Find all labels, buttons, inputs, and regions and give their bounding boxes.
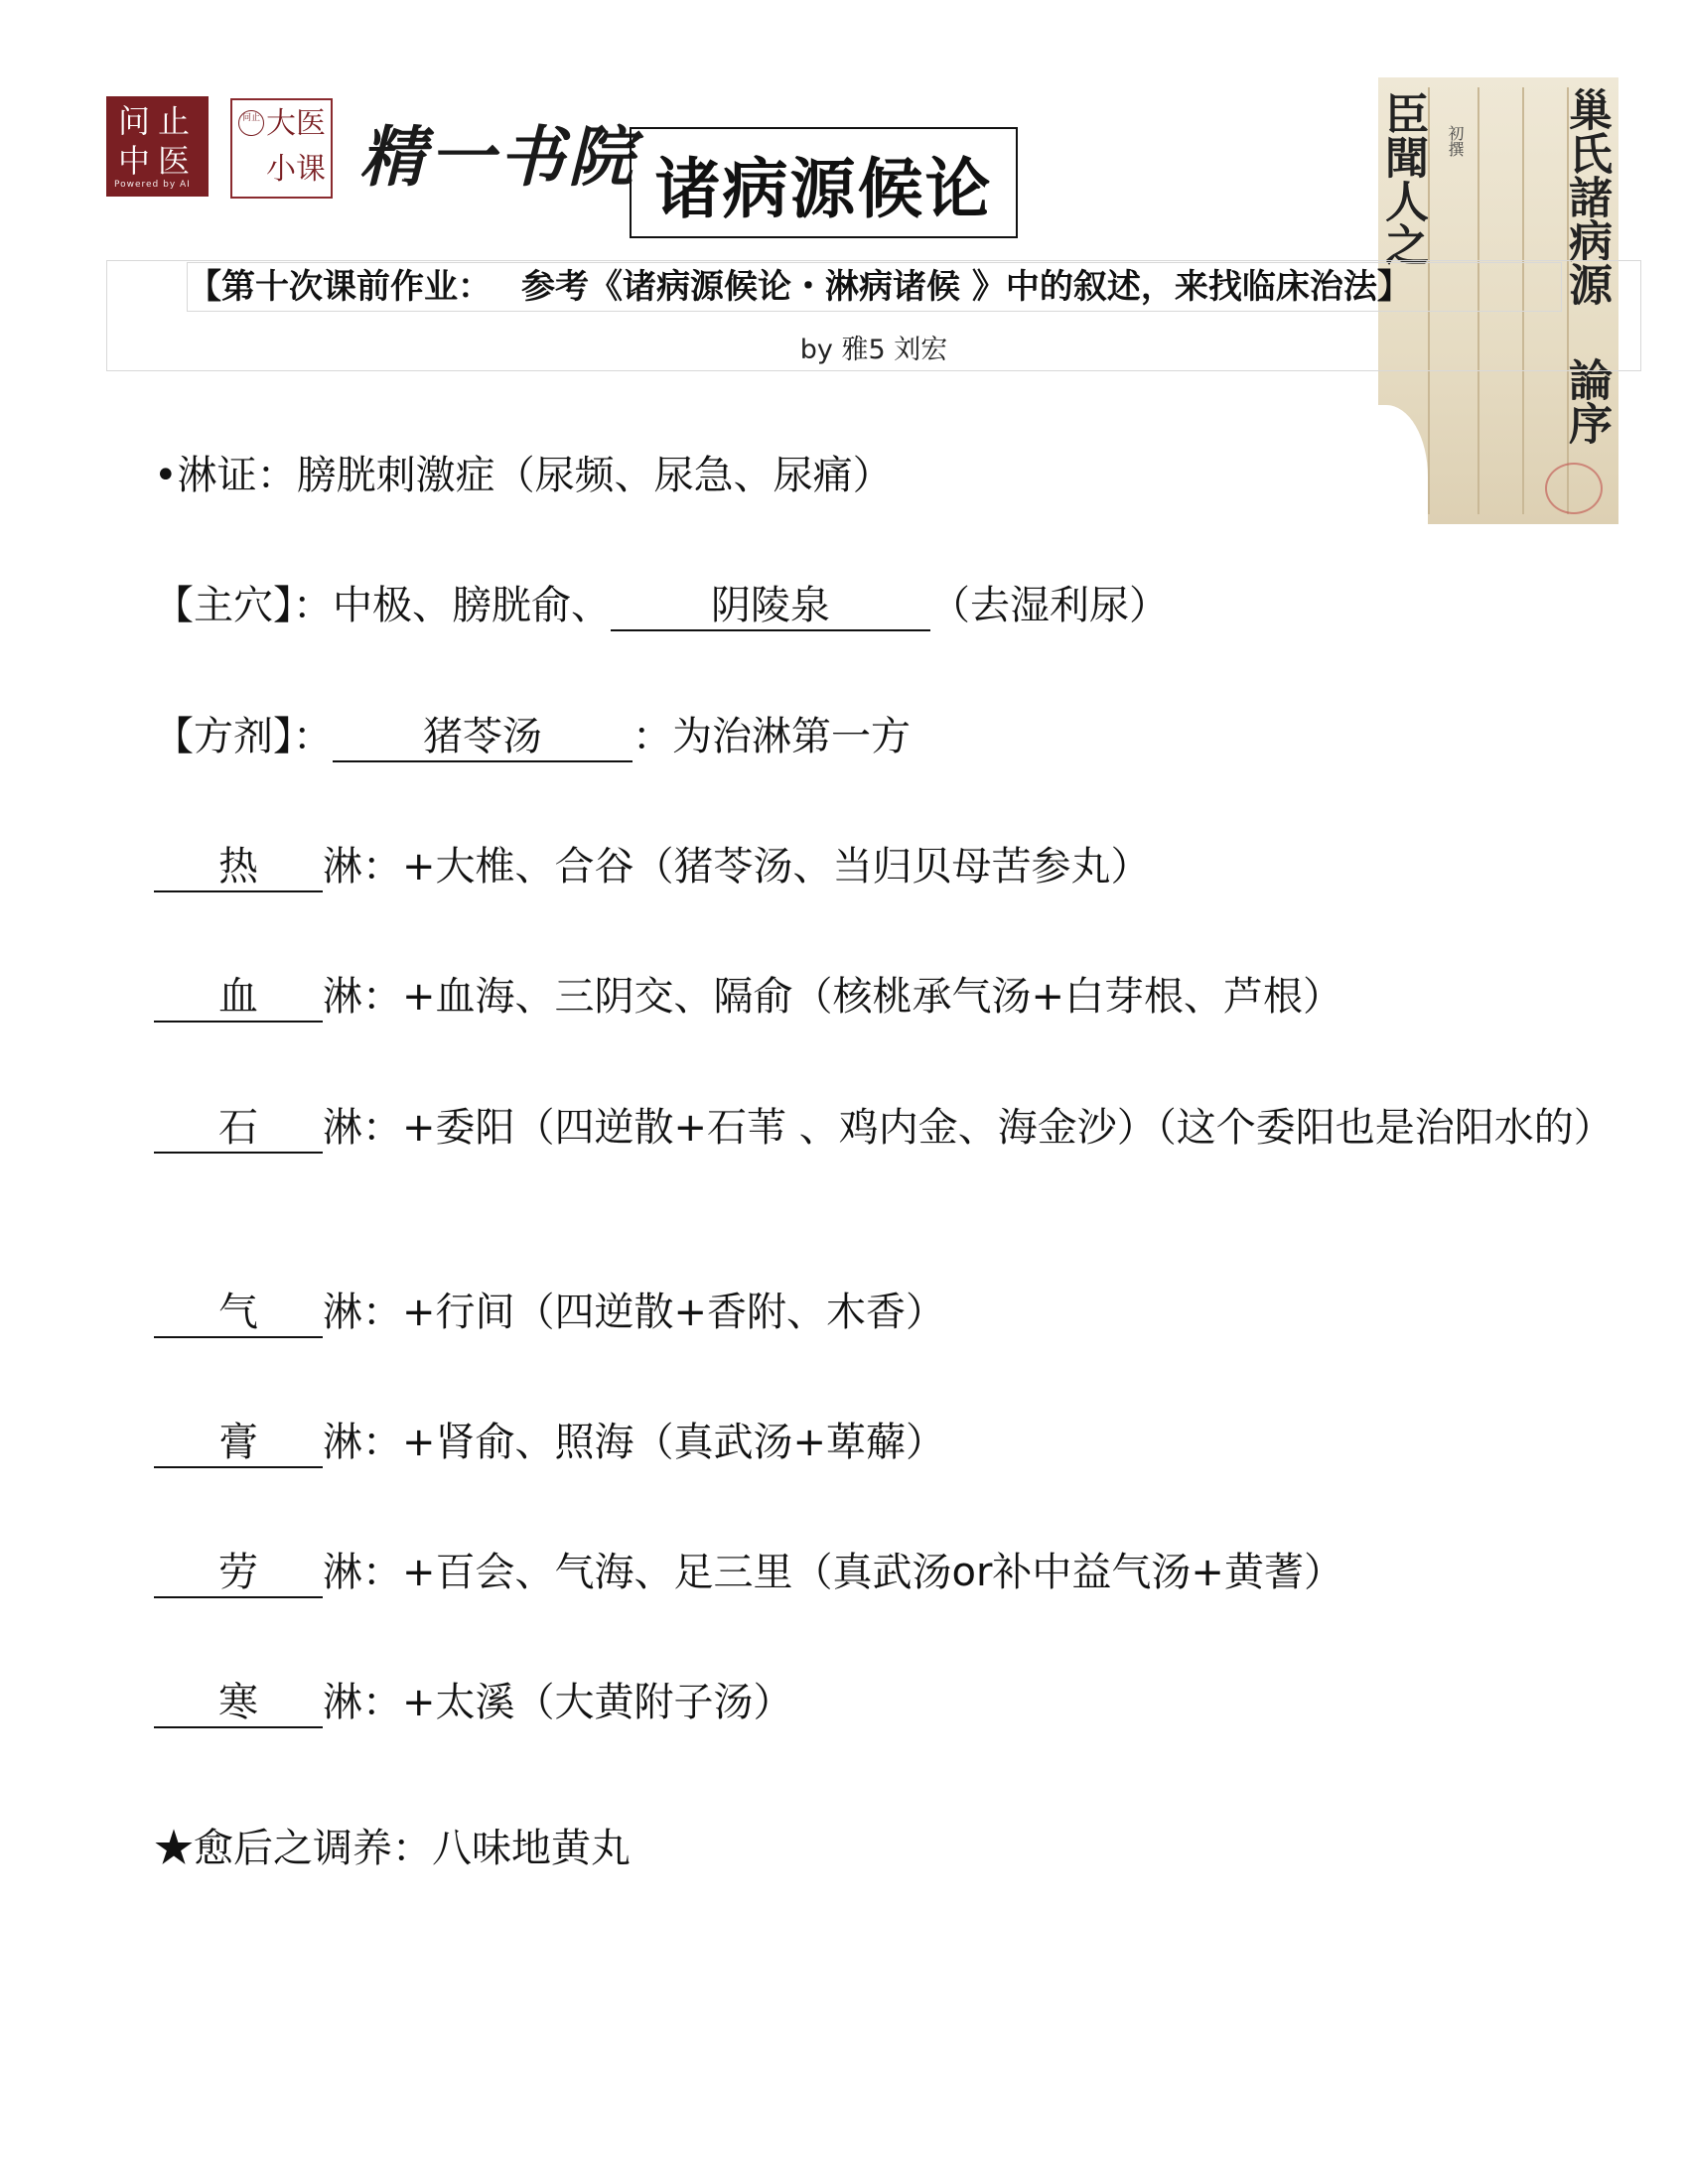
wenzhi-logo (106, 96, 209, 197)
lin-type-answer: 血 (154, 973, 323, 1023)
book-text: 初撰 (1446, 125, 1465, 157)
logo-text: 小课 (266, 152, 326, 187)
lin-type-text: 淋：+百会、气海、足三里（真武汤or补中益气汤+黄蓍） (323, 1550, 1343, 1595)
lin-type-text: 淋：+太溪（大黄附子汤） (323, 1680, 793, 1725)
logo-text: 大医 (266, 106, 326, 141)
book-text: 臣聞人之 (1377, 91, 1428, 266)
lin-type-item (154, 1678, 793, 1728)
lin-type-item (154, 842, 1151, 892)
lin-type-text: 淋：+行间（四逆散+香附、木香） (323, 1290, 946, 1335)
dayi-xiaoke-logo (230, 98, 333, 199)
author-byline: by 雅5 刘宏 (799, 335, 948, 365)
lin-type-item (154, 1418, 945, 1468)
logo-tagline: Powered by AI (114, 180, 191, 190)
intro-line: •淋证：膀胱刺激症（尿频、尿急、尿痛） (154, 453, 893, 498)
document-title: 诸病源候论 (654, 150, 993, 227)
formula-line (154, 712, 911, 762)
lin-type-item (154, 972, 1342, 1023)
lin-type-text: 淋：+肾俞、照海（真武汤+萆薢） (323, 1420, 946, 1465)
book-text: 論序 (1561, 357, 1612, 445)
subtitle-part1: 【第十次课前作业： (188, 267, 492, 307)
lin-type-text: 淋：+委阳（四逆散+石苇 、鸡内金、海金沙）（这个委阳也是治阳水的） (323, 1105, 1614, 1151)
lin-type-text: 淋：+血海、三阴交、隔俞（核桃承气汤+白芽根、芦根） (323, 974, 1343, 1020)
lin-type-answer: 热 (154, 843, 323, 892)
formula-answer: 猪苓汤 (333, 713, 633, 762)
lin-type-item (154, 1102, 1614, 1154)
main-points-answer: 阴陵泉 (611, 582, 930, 631)
stamp-icon (1545, 463, 1603, 514)
lin-type-item (154, 1548, 1343, 1598)
lin-type-answer: 气 (154, 1289, 323, 1338)
document-title-box (630, 127, 1018, 238)
subtitle-part2: 参考《诸病源候论・淋病诸候 》中的叙述，来找临床治法】 (521, 267, 1411, 307)
formula-suffix: ：为治淋第一方 (633, 714, 911, 759)
seal-icon: 问止 (238, 110, 264, 136)
logo-text: 问止 (118, 102, 199, 140)
lin-type-answer: 石 (154, 1104, 323, 1154)
formula-prefix: 【方剂】： (154, 714, 333, 759)
lin-type-answer: 寒 (154, 1679, 323, 1728)
main-points-line (154, 581, 1169, 631)
aftercare-note: ★愈后之调养：八味地黄丸 (154, 1826, 631, 1871)
lin-type-item (154, 1288, 945, 1338)
main-points-suffix: （去湿利尿） (930, 583, 1169, 628)
book-text: 巢氏諸病源 (1561, 87, 1612, 306)
jingyi-shuyuan-logo: 精一书院 (359, 118, 637, 196)
assignment-subtitle (187, 262, 1562, 312)
main-points-prefix: 【主穴】：中极、膀胱俞、 (154, 583, 611, 628)
lin-type-answer: 膏 (154, 1419, 323, 1468)
lin-type-answer: 劳 (154, 1549, 323, 1598)
lin-type-text: 淋：+大椎、合谷（猪苓汤、当归贝母苦参丸） (323, 844, 1151, 889)
logo-text: 中医 (118, 142, 199, 180)
